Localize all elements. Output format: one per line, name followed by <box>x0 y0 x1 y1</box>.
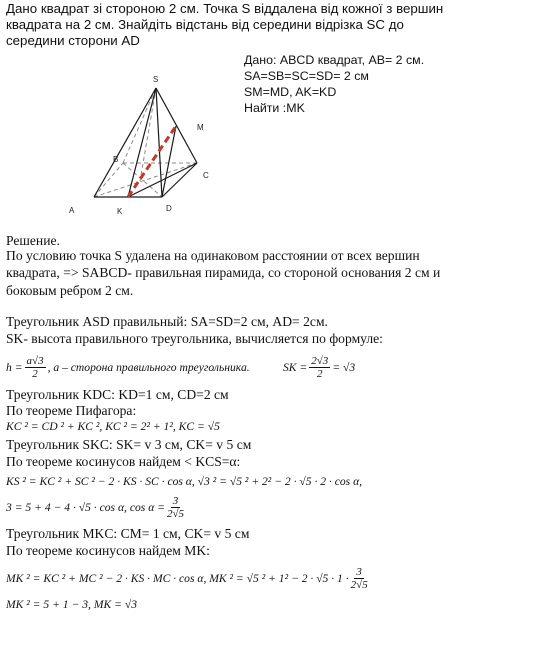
pyramid-figure <box>0 0 541 230</box>
hidden-edges <box>94 88 197 197</box>
solution-t5: Треугольник SKC: SK= v 3 см, CK= v 5 см <box>6 437 252 452</box>
solution-p3: боковым ребром 2 см. <box>6 283 134 298</box>
solution-heading: Решение. <box>6 233 60 248</box>
given-line-4: Найти :MK <box>244 101 305 115</box>
solution-t8: По теореме косинусов найдем MK: <box>6 543 210 558</box>
formula-sk-lhs: SK = <box>283 361 308 374</box>
label-M: M <box>197 123 204 132</box>
solution-t3: Треугольник KDC: KD=1 см, CD=2 см <box>6 387 229 402</box>
formula-cos-num: 3 <box>172 495 179 507</box>
given-line-1: Дано: ABCD квадрат, AB= 2 см. <box>244 53 425 67</box>
formula-height <box>6 355 250 380</box>
edge-SA <box>94 88 156 197</box>
given-line-3: SM=MD, AK=KD <box>244 85 337 99</box>
formula-cos-den: 2√5 <box>167 508 185 520</box>
formula-ks: KS ² = KC ² + SC ² − 2 · KS · SC · cos α, √3 ² = √5 ² + 2² − 2 · √5 · 2 · cos α, <box>6 475 363 488</box>
visible-edges <box>94 88 197 197</box>
edge-SC <box>156 88 197 163</box>
formula-h-den: 2 <box>32 368 38 380</box>
formula-mk-den: 2√5 <box>350 579 368 591</box>
problem-line-2: квадрата на 2 см. Знайдіть відстань від середини відрізка SC до <box>6 17 404 32</box>
given-line-2: SA=SB=SC=SD= 2 см <box>244 69 369 83</box>
formula-cos <box>6 495 186 520</box>
solution-t1: Треугольник ASD правильный: SA=SD=2 см, AD= 2см. <box>6 314 328 329</box>
formula-cos-lhs: 3 = 5 + 4 − 4 · √5 · cos α, cos α = <box>6 501 165 514</box>
solution-p2: квадрата, => SABCD- правильная пирамида, со стороной основания 2 см и <box>6 265 441 280</box>
formula-mk-fraction <box>351 566 368 591</box>
formula-mk-num: 3 <box>356 566 362 578</box>
solution-t7: Треугольник MKC: CM= 1 см, CK= v 5 см <box>6 526 250 541</box>
label-A: A <box>69 206 75 215</box>
formula-cos-fraction <box>167 495 184 520</box>
formula-h-num: a√3 <box>26 355 44 367</box>
label-C: C <box>203 171 209 180</box>
formula-sk-den: 2 <box>317 368 323 380</box>
solution-t6: По теореме косинусов найдем < KCS=α: <box>6 454 241 469</box>
solution-t4: По теореме Пифагора: <box>6 403 137 418</box>
label-K: K <box>117 207 123 216</box>
solution-p1: По условию точка S удалена на одинаковом расстоянии от всех вершин <box>6 248 420 263</box>
label-B: B <box>113 155 119 164</box>
formula-kc: KC ² = CD ² + KC ², KC ² = 2² + 1², KC = √5 <box>6 420 220 433</box>
formula-sk-fraction <box>309 355 330 380</box>
problem-line-3: середини сторони AD <box>6 33 140 48</box>
formula-h-note: , a – сторона правильного треугольника. <box>47 361 250 374</box>
formula-h-lhs: h = <box>6 361 23 374</box>
formula-mk-lhs: MK ² = KC ² + MC ² − 2 · KS · MC · cos α, MK ² = √5 ² + 1² − 2 · √5 · 1 · <box>6 572 349 585</box>
formula-h-fraction <box>25 355 46 380</box>
solution-t2: SK- высота правильного треугольника, вычисляется по формуле: <box>6 331 383 346</box>
formula-mk <box>6 566 370 591</box>
problem-line-1: Дано квадрат зі стороною 2 см. Точка S віддалена від кожної з вершин <box>6 1 444 16</box>
formula-sk <box>283 355 355 380</box>
formula-sk-num: 2√3 <box>311 355 329 367</box>
formula-final: MK ² = 5 + 1 − 3, MK = √3 <box>6 598 137 611</box>
label-D: D <box>166 204 172 213</box>
label-S: S <box>153 75 159 84</box>
diagonal-AC <box>94 163 197 197</box>
formula-sk-rhs: = √3 <box>332 361 356 374</box>
